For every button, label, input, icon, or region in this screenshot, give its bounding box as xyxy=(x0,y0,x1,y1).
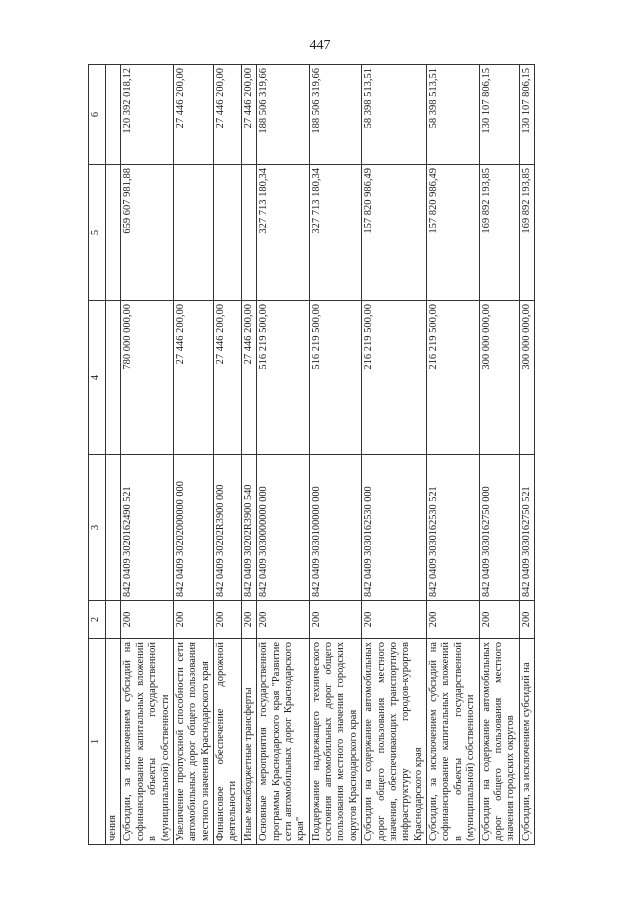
row-code: 200 xyxy=(214,601,242,639)
row-code: 200 xyxy=(479,601,519,639)
table-row xyxy=(427,65,480,845)
row-approved: 516 219 500,00 xyxy=(257,301,310,455)
row-unexecuted: 27 446 200,00 xyxy=(173,65,213,165)
row-unexecuted: 27 446 200,00 xyxy=(241,65,256,165)
row-executed: 169 892 193,85 xyxy=(519,165,534,301)
header-cell: 6 xyxy=(89,65,106,165)
row-executed: 327 713 180,34 xyxy=(309,165,362,301)
header-cell: 2 xyxy=(89,601,106,639)
row-name: Финансовое обеспечение дорожной деятельности xyxy=(214,639,242,845)
row-code: 200 xyxy=(519,601,534,639)
row-approved: 27 446 200,00 xyxy=(214,301,242,455)
row-name: Основные мероприятия государственной программы Краснодарского края "Развитие сети автомобильных дорог Краснодарского края" xyxy=(257,639,310,845)
row-code: 200 xyxy=(121,601,174,639)
table-row xyxy=(173,65,213,845)
table-row xyxy=(257,65,310,845)
rotated-table-wrapper xyxy=(88,65,588,845)
row-approved: 27 446 200,00 xyxy=(241,301,256,455)
row-unexecuted: 58 398 513,51 xyxy=(362,65,427,165)
row-executed xyxy=(214,165,242,301)
row-unexecuted: 58 398 513,51 xyxy=(427,65,480,165)
row-executed xyxy=(106,165,121,301)
header-cell: 1 xyxy=(89,639,106,845)
row-budget-code: 842 0409 30202000000 000 xyxy=(173,455,213,601)
row-code xyxy=(106,601,121,639)
row-name: Субсидии, за исключением субсидий на xyxy=(519,639,534,845)
row-name: Субсидии, за исключением субсидий на софинансирование капитальных вложений в объекты государственной (муниципальной) собственности xyxy=(121,639,174,845)
header-cell: 4 xyxy=(89,301,106,455)
row-name: Увеличение пропускной способности сети автомобильных дорог общего пользования местного значения Краснодарского края xyxy=(173,639,213,845)
row-name: Субсидии на содержание автомобильных дорог общего пользования местного значения городских округов xyxy=(479,639,519,845)
row-approved: 300 000 000,00 xyxy=(519,301,534,455)
row-budget-code: 842 0409 30202R3900 540 xyxy=(241,455,256,601)
row-approved: 300 000 000,00 xyxy=(479,301,519,455)
row-name: Субсидии на содержание автомобильных дорог общего пользования местного значения, обеспечивающих транспортную инфраструктуру городов-курортов Краснодарского края xyxy=(362,639,427,845)
budget-table xyxy=(88,64,535,845)
table-row xyxy=(362,65,427,845)
row-code: 200 xyxy=(173,601,213,639)
row-unexecuted: 188 506 319,66 xyxy=(257,65,310,165)
row-code: 200 xyxy=(309,601,362,639)
header-cell: 3 xyxy=(89,455,106,601)
row-approved: 516 219 500,00 xyxy=(309,301,362,455)
row-unexecuted: 130 107 806,15 xyxy=(479,65,519,165)
row-name: Иные межбюджетные трансферты xyxy=(241,639,256,845)
row-unexecuted: 120 392 018,12 xyxy=(121,65,174,165)
row-approved: 216 219 500,00 xyxy=(427,301,480,455)
row-approved: 780 000 000,00 xyxy=(121,301,174,455)
table-row xyxy=(241,65,256,845)
row-budget-code: 842 0409 3030162530 521 xyxy=(427,455,480,601)
row-name: Поддержание надлежащего технического состояния автомобильных дорог общего пользования местного значения городских округов Краснодарского края xyxy=(309,639,362,845)
table-row xyxy=(479,65,519,845)
row-name: чения xyxy=(106,639,121,845)
row-unexecuted: 27 446 200,00 xyxy=(214,65,242,165)
row-budget-code: 842 0409 3030100000 000 xyxy=(309,455,362,601)
row-executed: 157 820 986,49 xyxy=(427,165,480,301)
header-cell: 5 xyxy=(89,165,106,301)
row-budget-code: 842 0409 3030162750 000 xyxy=(479,455,519,601)
table-row xyxy=(106,65,121,845)
table-row xyxy=(214,65,242,845)
row-budget-code xyxy=(106,455,121,601)
row-executed: 157 820 986,49 xyxy=(362,165,427,301)
row-approved: 216 219 500,00 xyxy=(362,301,427,455)
table-row xyxy=(121,65,174,845)
row-budget-code: 842 0409 3030162750 521 xyxy=(519,455,534,601)
row-executed xyxy=(241,165,256,301)
row-code: 200 xyxy=(257,601,310,639)
row-name: Субсидии, за исключением субсидий на софинансирование капитальных вложений в объекты государственной (муниципальной) собственности xyxy=(427,639,480,845)
row-unexecuted: 188 506 319,66 xyxy=(309,65,362,165)
table-header-row xyxy=(89,65,106,845)
row-budget-code: 842 0409 3030000000 000 xyxy=(257,455,310,601)
row-unexecuted xyxy=(106,65,121,165)
row-executed: 659 607 981,88 xyxy=(121,165,174,301)
table-row xyxy=(309,65,362,845)
row-code: 200 xyxy=(241,601,256,639)
table-row xyxy=(519,65,534,845)
page-number: 447 xyxy=(309,38,331,53)
row-approved: 27 446 200,00 xyxy=(173,301,213,455)
row-budget-code: 842 0409 3020162490 521 xyxy=(121,455,174,601)
row-unexecuted: 130 107 806,15 xyxy=(519,65,534,165)
row-budget-code: 842 0409 3030162530 000 xyxy=(362,455,427,601)
row-code: 200 xyxy=(427,601,480,639)
row-executed: 327 713 180,34 xyxy=(257,165,310,301)
row-executed xyxy=(173,165,213,301)
row-executed: 169 892 193,85 xyxy=(479,165,519,301)
row-code: 200 xyxy=(362,601,427,639)
row-budget-code: 842 0409 30202R3900 000 xyxy=(214,455,242,601)
row-approved xyxy=(106,301,121,455)
